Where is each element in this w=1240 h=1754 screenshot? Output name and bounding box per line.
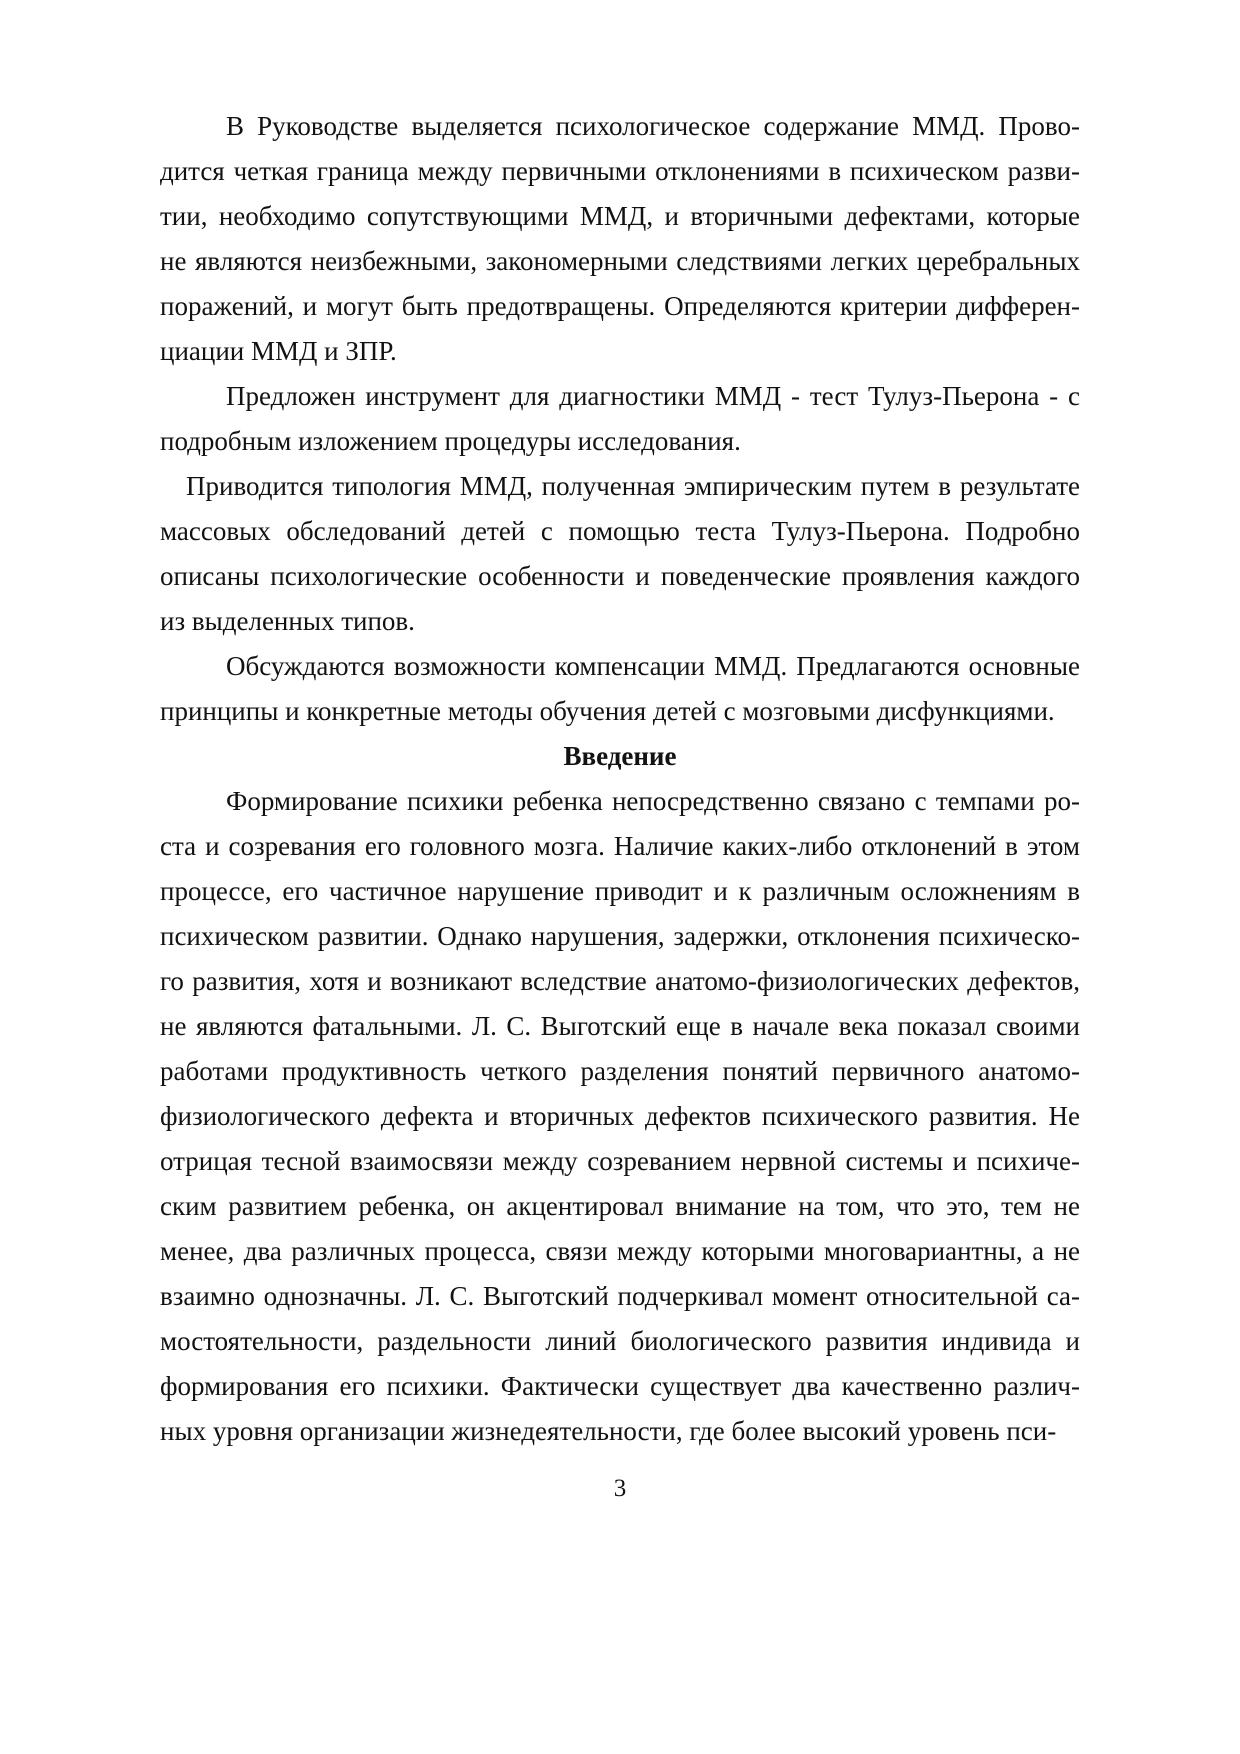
text-line: го развития, хотя и возникают вследствие анатомо-физиологических дефектов,: [160, 966, 1080, 996]
text-line: Формирование психики ребенка непосредственно связано с темпами ро-: [226, 786, 1080, 816]
text-line: ским развитием ребенка, он акцентировал внимание на том, что это, тем не: [160, 1191, 1080, 1221]
text-line: ных уровня организации жизнедеятельности, где более высокий уровень пси-: [160, 1416, 1057, 1446]
text-line: описаны психологические особенности и поведенческие проявления каждого: [160, 561, 1080, 591]
text-line: не являются фатальными. Л. С. Выготский еще в начале века показал своими: [160, 1011, 1080, 1041]
text-line: Приводится типология ММД, полученная эмпирическим путем в результате: [186, 471, 1080, 501]
text-line: взаимно однозначны. Л. С. Выготский подчеркивал момент относительной са-: [160, 1281, 1080, 1311]
paragraph: [160, 779, 1080, 1454]
text-line: формирования его психики. Фактически существует два качественно различ-: [160, 1371, 1080, 1401]
text-line: циации ММД и ЗПР.: [160, 336, 397, 366]
text-line: отрицая тесной взаимосвязи между созреванием нервной системы и психиче-: [160, 1146, 1080, 1176]
text-line: Обсуждаются возможности компенсации ММД. Предлагаются основные: [226, 651, 1080, 681]
text-line: принципы и конкретные методы обучения детей с мозговыми дисфункциями.: [160, 696, 1055, 726]
text-line: процессе, его частичное нарушение приводит и к различным осложнениям в: [160, 876, 1080, 906]
text-line: Предложен инструмент для диагностики ММД - тест Тулуз-Пьерона - с: [226, 381, 1080, 411]
text-line: подробным изложением процедуры исследования.: [160, 426, 741, 456]
page-number: 3: [613, 1475, 627, 1502]
text-line: массовых обследований детей с помощью теста Тулуз-Пьерона. Подробно: [160, 516, 1080, 546]
text-line: работами продуктивность четкого разделения понятий первичного анатомо-: [160, 1056, 1080, 1086]
paragraph: [160, 464, 1080, 644]
text-line: из выделенных типов.: [160, 606, 415, 636]
text-line: тии, необходимо сопутствующими ММД, и вторичными дефектами, которые: [160, 201, 1080, 231]
page-content: [160, 104, 1080, 1454]
text-line: поражений, и могут быть предотвращены. Определяются критерии дифферен-: [160, 291, 1080, 321]
text-line: психическом развитии. Однако нарушения, задержки, отклонения психическо-: [160, 921, 1080, 951]
paragraph: [160, 104, 1080, 374]
paragraph: [160, 374, 1080, 464]
text-line: дится четкая граница между первичными отклонениями в психическом разви-: [160, 156, 1080, 186]
paragraph: [160, 644, 1080, 734]
text-line: В Руководстве выделяется психологическое содержание ММД. Прово-: [226, 111, 1080, 141]
text-line: ста и созревания его головного мозга. Наличие каких-либо отклонений в этом: [160, 831, 1080, 861]
text-line: физиологического дефекта и вторичных дефектов психического развития. Не: [160, 1101, 1080, 1131]
section-heading: Введение: [563, 741, 677, 771]
text-line: не являются неизбежными, закономерными следствиями легких церебральных: [160, 246, 1080, 276]
text-line: менее, два различных процесса, связи между которыми многовариантны, а не: [160, 1236, 1080, 1266]
text-line: мостоятельности, раздельности линий биологического развития индивида и: [160, 1326, 1080, 1356]
